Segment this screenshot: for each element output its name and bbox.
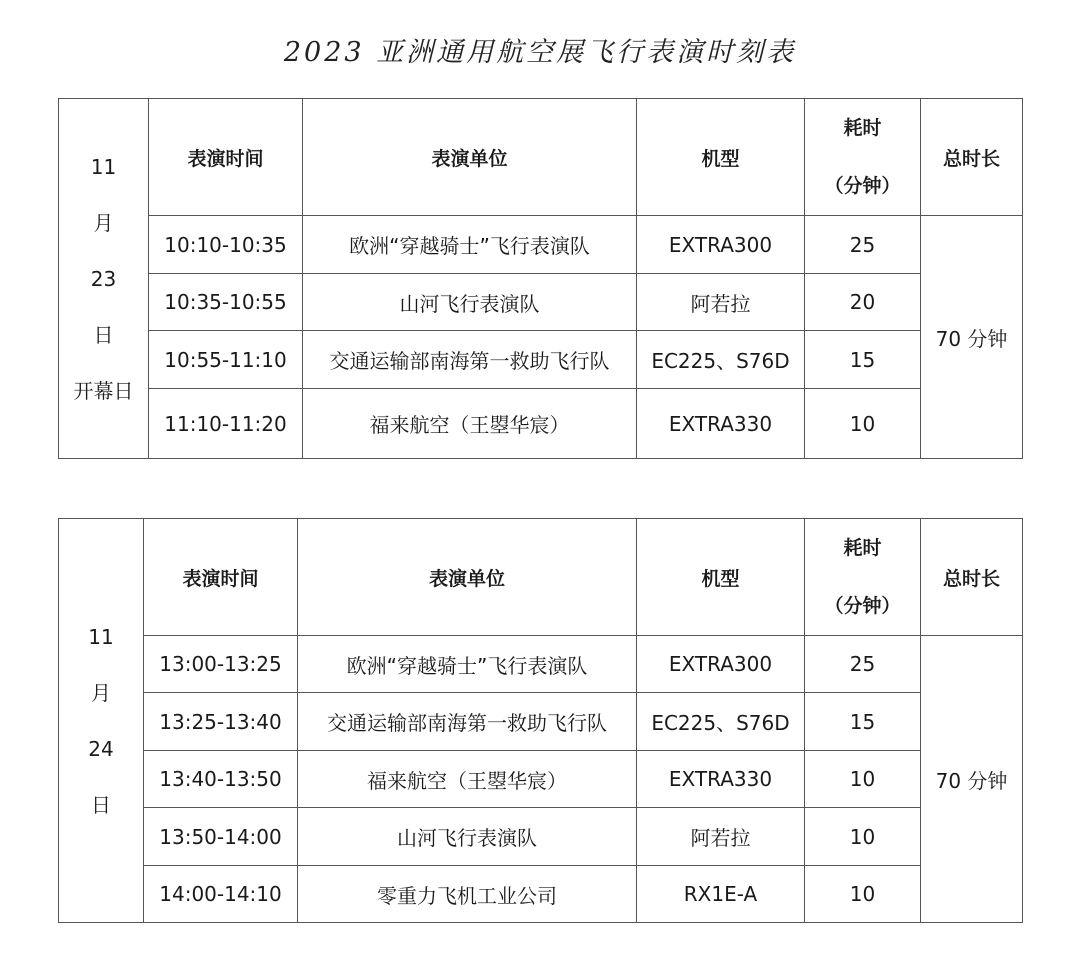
date-day-num: 24 — [88, 736, 114, 761]
cell-aircraft: EC225、S76D — [637, 331, 805, 389]
cell-time: 10:55-11:10 — [149, 331, 303, 389]
date-day-char: 日 — [91, 792, 111, 817]
cell-aircraft: EXTRA330 — [637, 389, 805, 459]
table-row — [59, 331, 1023, 389]
cell-minutes: 15 — [805, 693, 921, 751]
header-aircraft: 机型 — [637, 99, 805, 216]
header-total: 总时长 — [921, 519, 1023, 636]
cell-aircraft: EXTRA300 — [637, 636, 805, 693]
page-title: 2023 亚洲通用航空展飞行表演时刻表 — [283, 37, 797, 68]
header-aircraft: 机型 — [637, 519, 805, 636]
date-day-num: 23 — [90, 266, 117, 291]
cell-minutes: 25 — [805, 216, 921, 274]
cell-time: 13:40-13:50 — [144, 751, 298, 808]
cell-unit: 福来航空（王曌华宸） — [298, 751, 637, 808]
table-row — [59, 389, 1023, 459]
cell-total: 70 分钟 — [921, 636, 1023, 923]
cell-unit: 交通运输部南海第一救助飞行队 — [303, 331, 637, 389]
cell-time: 13:50-14:00 — [144, 808, 298, 866]
date-cell — [59, 519, 144, 923]
cell-minutes: 10 — [805, 866, 921, 923]
date-month-char: 月 — [91, 680, 111, 705]
schedule-table-day2 — [58, 518, 1023, 923]
schedule-table-day1 — [58, 98, 1023, 459]
header-row — [59, 99, 1023, 216]
date-month-char: 月 — [93, 210, 114, 235]
cell-unit: 欧洲“穿越骑士”飞行表演队 — [303, 216, 637, 274]
cell-time: 13:00-13:25 — [144, 636, 298, 693]
cell-total: 70 分钟 — [921, 216, 1023, 459]
cell-unit: 山河飞行表演队 — [303, 274, 637, 331]
table-row — [59, 216, 1023, 274]
header-unit: 表演单位 — [303, 99, 637, 216]
cell-unit: 欧洲“穿越骑士”飞行表演队 — [298, 636, 637, 693]
header-time: 表演时间 — [149, 99, 303, 216]
table-row — [59, 636, 1023, 693]
cell-aircraft: EC225、S76D — [637, 693, 805, 751]
header-duration — [805, 99, 921, 216]
cell-aircraft: 阿若拉 — [637, 808, 805, 866]
cell-time: 10:10-10:35 — [149, 216, 303, 274]
cell-time: 11:10-11:20 — [149, 389, 303, 459]
cell-aircraft: 阿若拉 — [637, 274, 805, 331]
table-row — [59, 751, 1023, 808]
cell-aircraft: RX1E-A — [637, 866, 805, 923]
cell-aircraft: EXTRA330 — [637, 751, 805, 808]
cell-time: 14:00-14:10 — [144, 866, 298, 923]
date-note: 开幕日 — [73, 378, 134, 403]
cell-minutes: 20 — [805, 274, 921, 331]
cell-minutes: 15 — [805, 331, 921, 389]
date-month-num: 11 — [90, 154, 117, 179]
cell-unit: 零重力飞机工业公司 — [298, 866, 637, 923]
cell-time: 13:25-13:40 — [144, 693, 298, 751]
header-unit: 表演单位 — [298, 519, 637, 636]
cell-unit: 交通运输部南海第一救助飞行队 — [298, 693, 637, 751]
cell-minutes: 10 — [805, 808, 921, 866]
header-duration-line2: （分钟） — [824, 595, 901, 617]
date-month-num: 11 — [88, 624, 114, 649]
cell-minutes: 10 — [805, 389, 921, 459]
header-duration — [805, 519, 921, 636]
cell-unit: 山河飞行表演队 — [298, 808, 637, 866]
header-time: 表演时间 — [144, 519, 298, 636]
header-duration-line2: （分钟） — [824, 175, 901, 197]
table-row — [59, 693, 1023, 751]
table-row — [59, 274, 1023, 331]
header-duration-line1: 耗时 — [843, 117, 882, 139]
cell-unit: 福来航空（王曌华宸） — [303, 389, 637, 459]
cell-minutes: 10 — [805, 751, 921, 808]
header-duration-line1: 耗时 — [843, 537, 882, 559]
header-total: 总时长 — [921, 99, 1023, 216]
table-row — [59, 866, 1023, 923]
cell-time: 10:35-10:55 — [149, 274, 303, 331]
cell-aircraft: EXTRA300 — [637, 216, 805, 274]
date-day-char: 日 — [93, 322, 114, 347]
header-row — [59, 519, 1023, 636]
cell-minutes: 25 — [805, 636, 921, 693]
table-row — [59, 808, 1023, 866]
date-cell — [59, 99, 149, 459]
